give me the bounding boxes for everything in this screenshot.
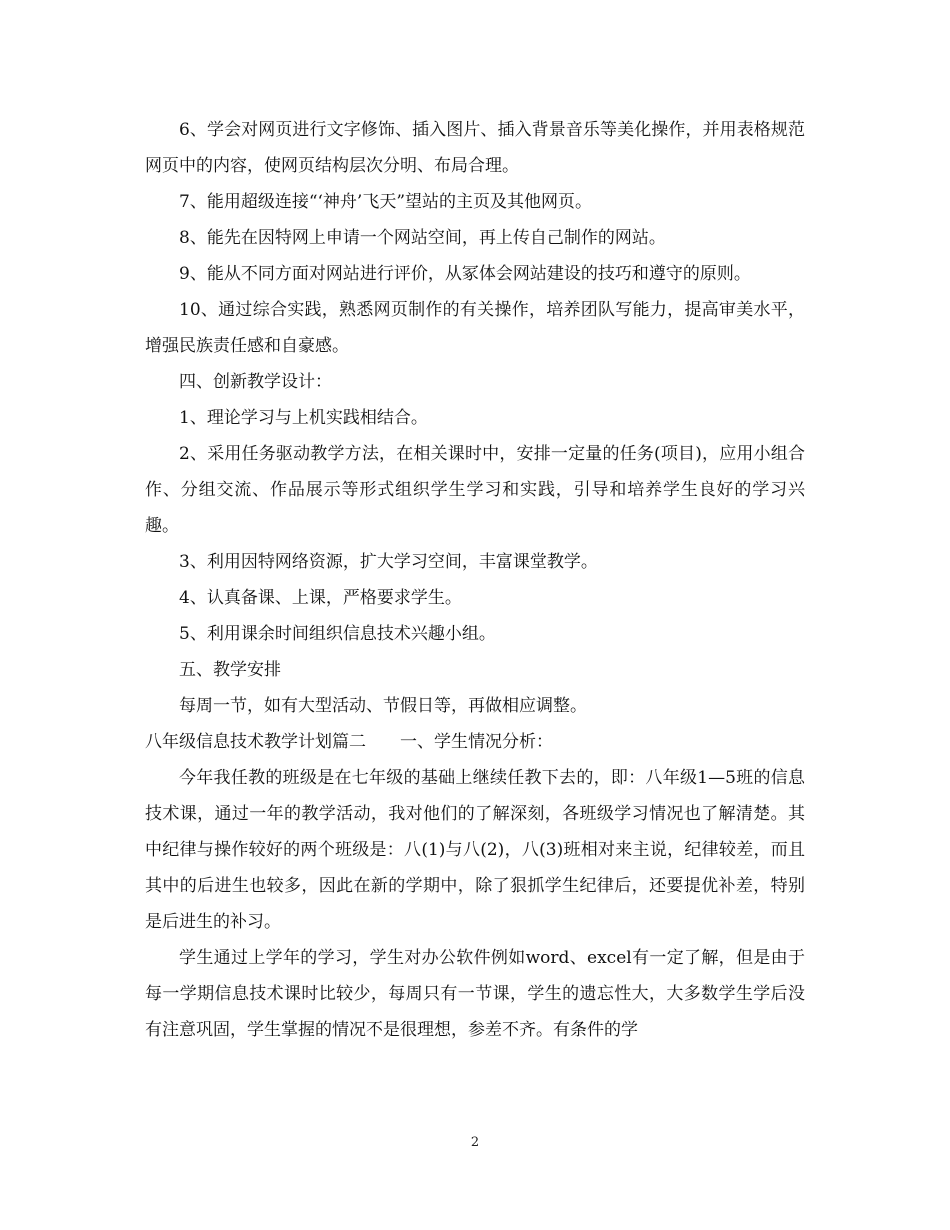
paragraph: 五、教学安排 <box>179 660 281 680</box>
paragraph: 7、能用超级连接“‘神舟’飞天”望站的主页及其他网页。 <box>179 192 593 212</box>
paragraph: 3、利用因特网络资源，扩大学习空间，丰富课堂教学。 <box>179 552 598 572</box>
paragraph: 学生通过上学年的学习，学生对办公软件例如word、excel有一定了解，但是由于每一学期信息技术课时比较少，每周只有一节课，学生的遗忘性大，大多数学生学后没有注意巩固，学生掌握的情况不是很理想，参差不齐。有条件的学 <box>145 948 805 1040</box>
paragraph: 今年我任教的班级是在七年级的基础上继续任教下去的，即：八年级1—5班的信息技术课，通过一年的教学活动，我对他们的了解深刻，各班级学习情况也了解清楚。其中纪律与操作较好的两个班级是：八(1)与八(2)，八(3)班相对来主说，纪律较差，而且其中的后进生也较多，因此在新的学期中，除了狠抓学生纪律后，还要提优补差，特别是后进生的补习。 <box>145 768 805 932</box>
paragraph: 四、创新教学设计： <box>179 372 332 392</box>
paragraph: 8、能先在因特网上申请一个网站空间，再上传自己制作的网站。 <box>179 228 666 248</box>
paragraph: 9、能从不同方面对网站进行评价，从冢体会网站建设的技巧和遵守的原则。 <box>179 264 751 284</box>
paragraph: 每周一节，如有大型活动、节假日等，再做相应调整。 <box>179 696 587 716</box>
paragraph: 6、学会对网页进行文字修饰、插入图片、插入背景音乐等美化操作，并用表格规范网页中的内容，使网页结构层次分明、布局合理。 <box>145 120 805 176</box>
paragraph: 5、利用课余时间组织信息技术兴趣小组。 <box>179 624 496 644</box>
paragraph: 4、认真备课、上课，严格要求学生。 <box>179 588 462 608</box>
paragraph: 10、通过综合实践，熟悉网页制作的有关操作，培养团队写能力，提高审美水平，增强民族责任感和自豪感。 <box>145 300 805 356</box>
paragraph: 1、理论学习与上机实践相结合。 <box>179 408 428 428</box>
paragraph: 2、采用任务驱动教学方法，在相关课时中，安排一定量的任务(项目)，应用小组合作、分组交流、作品展示等形式组织学生学习和实践，引导和培养学生良好的学习兴趣。 <box>145 444 805 536</box>
page-number: 2 <box>470 1135 480 1150</box>
paragraph: 八年级信息技术教学计划篇二 一、学生情况分析： <box>145 732 553 752</box>
document-body <box>145 112 805 1048</box>
